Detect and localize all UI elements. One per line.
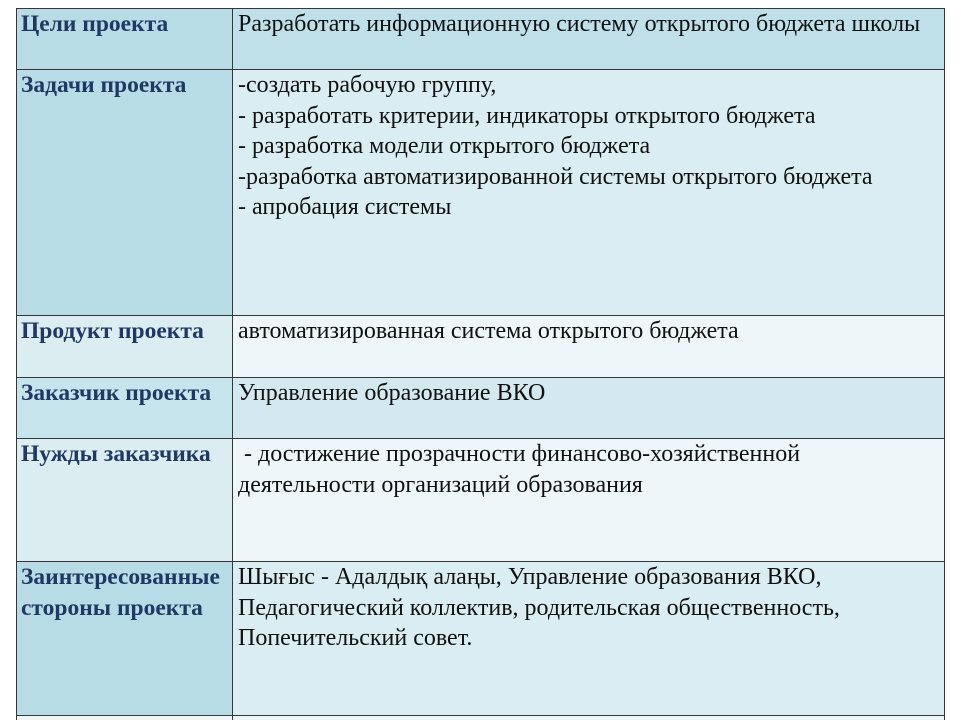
value-line: Управление образование ВКО [238,380,546,406]
row-label: Нужды заказчика [21,441,211,467]
value-line: - достижение прозрачности финансово-хозяйственной [238,441,801,467]
row-label-cell [16,70,233,316]
row-value-cell [233,716,945,720]
value-line: - апробация системы [238,194,452,220]
row-label-cell [16,316,233,378]
value-line: - разработать критерии, индикаторы открытого бюджета [238,102,816,129]
value-line: -разработка автоматизированной системы открытого бюджета [238,163,873,190]
row-label-cell [16,562,233,716]
row-label-cell [16,716,233,720]
row-value-cell [233,8,945,70]
row-label: Заказчик проекта [21,380,212,406]
value-line: Педагогический коллектив, родительская общественность, [238,594,840,621]
value-line: деятельности организаций образования [238,471,643,498]
project-table [16,8,945,720]
row-value-cell [233,316,945,378]
row-value-cell [233,378,945,439]
row-label: Продукт проекта [21,318,204,344]
row-value-cell [233,439,945,562]
row-label-cell [16,378,233,439]
row-label: Цели проекта [21,11,169,37]
value-line: Шығыс - Адалдық алаңы, Управление образования ВКО, [238,564,822,590]
value-line: -создать рабочую группу, [238,72,497,98]
value-line: - разработка модели открытого бюджета [238,133,651,159]
value-line: Разработать информационную систему открытого бюджета школы [238,11,921,37]
row-label-cell [16,8,233,70]
row-value-cell [233,562,945,716]
value-line: автоматизированная система открытого бюджета [238,318,739,344]
row-label: Заинтересованные стороны проекта [21,564,220,621]
row-value-cell [233,70,945,316]
row-label-cell [16,439,233,562]
value-line: Попечительский совет. [238,625,473,651]
row-label: Задачи проекта [21,72,187,98]
